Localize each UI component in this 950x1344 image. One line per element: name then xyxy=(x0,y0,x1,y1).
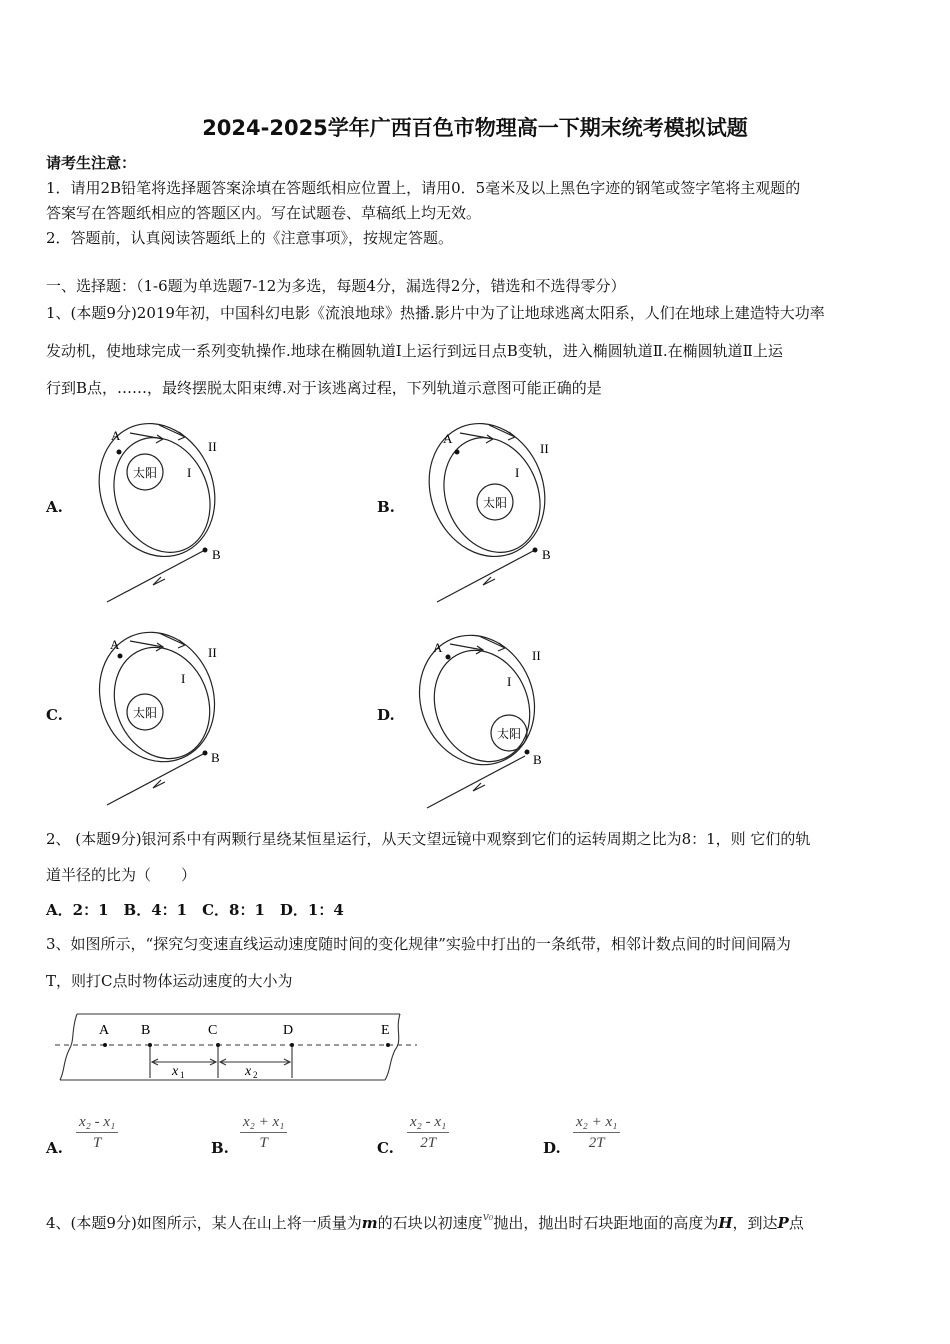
label-sun: 太阳 xyxy=(483,496,508,510)
tape-x1-sub: 1 xyxy=(180,1070,185,1080)
q3-option-b-fraction xyxy=(240,1114,287,1152)
q1-line-3: 行到B点，……，最终摆脱太阳束缚.对于该逃离过程，下列轨道示意图可能正确的是 xyxy=(46,379,602,397)
label-b: B xyxy=(533,752,542,767)
q4-mass: m xyxy=(361,1214,378,1232)
q4-line-1 xyxy=(46,1210,804,1233)
q2-line-1: 2、 (本题9分)银河系中有两颗行星绕某恒星运行，从天文望远镜中观察到它们的运转周期之比为8：1，则 它们的轨 xyxy=(46,830,811,848)
tape-point-b: B xyxy=(141,1023,151,1038)
q4-point: P xyxy=(777,1214,789,1232)
q4-text-2: 的石块以初速度 xyxy=(377,1214,483,1232)
q3-option-b-label: B. xyxy=(211,1139,229,1157)
q3-option-d-num: x₂ + x₁ xyxy=(573,1114,620,1133)
q4-v0: v₀ xyxy=(482,1210,494,1223)
q3-option-b-num: x₂ + x₁ xyxy=(240,1114,287,1133)
notice-line-1a: 1．请用2B铅笔将选择题答案涂填在答题纸相应位置上，请用0．5毫米及以上黑色字迹的钢笔或签字笔将主观题的 xyxy=(46,179,801,197)
q3-option-d-den: 2T xyxy=(588,1135,605,1151)
tape-x1: x xyxy=(172,1064,179,1079)
q4-text-1: 4、(本题9分)如图所示，某人在山上将一质量为 xyxy=(46,1214,362,1232)
q1-line-1: 1、(本题9分)2019年初，中国科幻电影《流浪地球》热播.影片中为了让地球逃离太阳系，人们在地球上建造特大功率 xyxy=(46,304,825,322)
q3-option-a-label: A. xyxy=(46,1139,63,1157)
notice-heading: 请考生注意： xyxy=(46,154,137,172)
label-a: A xyxy=(111,428,121,443)
q3-option-c-fraction xyxy=(407,1114,449,1152)
q3-option-b-den: T xyxy=(259,1135,268,1151)
q3-option-c-num: x₂ - x₁ xyxy=(407,1114,449,1133)
q3-option-d-fraction xyxy=(573,1114,620,1152)
label-orbit-1: I xyxy=(507,674,512,689)
label-sun: 太阳 xyxy=(497,727,522,741)
tape-point-a: A xyxy=(99,1023,110,1038)
q3-option-a-num: x₂ - x₁ xyxy=(76,1114,118,1133)
page-title: 2024-2025学年广西百色市物理高一下期末统考模拟试题 xyxy=(202,116,748,140)
tape-point-c: C xyxy=(208,1023,218,1038)
q4-text-5: 点 xyxy=(788,1214,804,1232)
q3-option-d-label: D. xyxy=(543,1139,561,1157)
label-orbit-2: II xyxy=(208,439,217,454)
orbit-diagram-c xyxy=(95,625,240,810)
q2-options: A．2：1 B．4：1 C．8：1 D．1：4 xyxy=(46,901,344,919)
notice-line-2: 2．答题前，认真阅读答题纸上的《注意事项》，按规定答题。 xyxy=(46,229,454,247)
tape-x2: x xyxy=(245,1064,252,1079)
q1-line-2: 发动机，使地球完成一系列变轨操作.地球在椭圆轨道Ⅰ上运行到远日点B变轨，进入椭圆轨道Ⅱ.在椭圆轨道Ⅱ上运 xyxy=(46,342,783,360)
label-orbit-2: II xyxy=(532,648,541,663)
q4-text-4: ，到达 xyxy=(732,1214,778,1232)
label-b: B xyxy=(212,547,221,562)
q3-line-2: T，则打C点时物体运动速度的大小为 xyxy=(46,972,293,990)
label-a: A xyxy=(443,431,453,446)
q3-option-c-label: C. xyxy=(377,1139,394,1157)
label-orbit-2: II xyxy=(208,645,217,660)
q3-option-a-den: T xyxy=(92,1135,102,1151)
paper-tape-diagram xyxy=(55,1010,420,1085)
label-orbit-1: I xyxy=(187,465,192,480)
label-sun: 太阳 xyxy=(133,466,158,480)
section-heading: 一、选择题：（1-6题为单选题7-12为多选，每题4分，漏选得2分，错选和不选得零分） xyxy=(46,277,626,295)
orbit-diagram-a xyxy=(95,415,240,605)
label-a: A xyxy=(433,640,443,655)
q1-option-d-label: D. xyxy=(377,706,395,724)
label-b: B xyxy=(542,547,551,562)
q4-text-3: 抛出，抛出时石块距地面的高度为 xyxy=(493,1214,719,1232)
q1-option-a-label: A. xyxy=(46,498,63,516)
orbit-diagram-b xyxy=(425,415,570,605)
q4-height: H xyxy=(718,1214,733,1232)
label-b: B xyxy=(211,750,220,765)
label-orbit-1: I xyxy=(515,465,520,480)
tape-point-e: E xyxy=(381,1023,390,1038)
label-orbit-1: I xyxy=(181,671,186,686)
tape-point-d: D xyxy=(283,1023,294,1038)
q3-line-1: 3、如图所示，“探究匀变速直线运动速度随时间的变化规律”实验中打出的一条纸带，相邻计数点间的时间间隔为 xyxy=(46,935,791,953)
q3-option-a-fraction xyxy=(76,1114,118,1152)
q1-option-b-label: B. xyxy=(377,498,395,516)
orbit-diagram-d xyxy=(415,628,560,813)
label-sun: 太阳 xyxy=(133,706,158,720)
label-orbit-2: II xyxy=(540,441,549,456)
q1-option-c-label: C. xyxy=(46,706,63,724)
notice-line-1b: 答案写在答题纸相应的答题区内。写在试题卷、草稿纸上均无效。 xyxy=(46,204,482,222)
q2-line-2: 道半径的比为（ ） xyxy=(46,866,197,884)
q3-option-c-den: 2T xyxy=(420,1135,437,1151)
label-a: A xyxy=(110,637,120,652)
tape-x2-sub: 2 xyxy=(253,1070,258,1080)
